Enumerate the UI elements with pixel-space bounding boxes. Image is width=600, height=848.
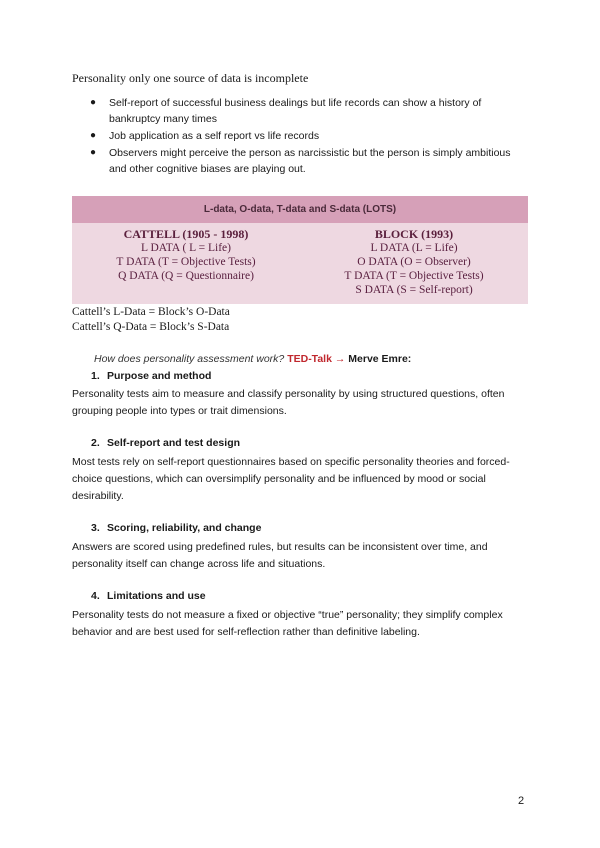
ted-speaker: Merve Emre: xyxy=(348,353,412,365)
section-heading xyxy=(91,370,211,382)
section-body: Answers are scored using predefined rules, but results can be inconsistent over time, and personality itself can change across life and situations. xyxy=(72,541,488,570)
bullet-dot: ● xyxy=(90,97,97,108)
section-number: 4. xyxy=(91,590,100,602)
section-heading xyxy=(91,437,240,449)
bullet-list xyxy=(90,95,520,178)
bullet-dot: ● xyxy=(90,147,97,158)
cattell-line: T DATA (T = Objective Tests) xyxy=(116,256,256,268)
intro-line: Personality only one source of data is incomplete xyxy=(72,71,309,85)
cattell-title: CATTELL (1905 - 1998) xyxy=(123,227,249,241)
section-body: Personality tests do not measure a fixed or objective “true” personality; they simplify complex behavior and are best used for self-reflection rather than definitive labeling. xyxy=(72,609,503,638)
cattell-line: Q DATA (Q = Questionnaire) xyxy=(118,270,254,282)
equivalence-line: Cattell’s Q-Data = Block’s S-Data xyxy=(72,321,230,333)
bullet-item xyxy=(90,95,520,127)
lots-table-body xyxy=(72,223,528,304)
section-heading xyxy=(91,522,261,534)
block-column xyxy=(300,227,528,297)
ted-talk-link[interactable]: TED-Talk xyxy=(287,353,332,365)
section-title: Scoring, reliability, and change xyxy=(107,522,262,534)
section-number: 3. xyxy=(91,522,100,534)
section-body: Personality tests aim to measure and classify personality by using structured questions, often grouping people into types or trait dimensions. xyxy=(72,388,505,417)
bullet-text: Job application as a self report vs life records xyxy=(109,130,320,142)
page-number: 2 xyxy=(518,795,525,807)
section-title: Self-report and test design xyxy=(107,437,241,449)
lots-table xyxy=(72,196,528,304)
section-number: 2. xyxy=(91,437,100,449)
block-line: O DATA (O = Observer) xyxy=(357,256,471,268)
equivalence-line: Cattell’s L-Data = Block’s O-Data xyxy=(72,306,230,318)
section-title: Limitations and use xyxy=(107,590,206,602)
equivalence-lines xyxy=(72,305,230,335)
lots-table-header: L-data, O-data, T-data and S-data (LOTS) xyxy=(72,196,528,223)
ted-question: How does personality assessment work? xyxy=(94,353,285,365)
ted-talk-line xyxy=(94,353,411,365)
bullet-text: Self-report of successful business dealings but life records can show a history of bankruptcy many times xyxy=(109,97,482,125)
cattell-line: L DATA ( L = Life) xyxy=(141,242,231,254)
bullet-item xyxy=(90,145,520,177)
section-title: Purpose and method xyxy=(107,370,212,382)
block-line: S DATA (S = Self-report) xyxy=(355,284,473,296)
arrow-right-icon: → xyxy=(334,353,346,365)
cattell-column xyxy=(72,227,300,283)
section-heading xyxy=(91,590,206,602)
section-number: 1. xyxy=(91,370,100,382)
bullet-text: Observers might perceive the person as narcissistic but the person is simply ambitious and other cognitive biases are playing out. xyxy=(109,147,511,175)
block-title: BLOCK (1993) xyxy=(374,227,454,241)
block-line: T DATA (T = Objective Tests) xyxy=(344,270,484,282)
block-line: L DATA (L = Life) xyxy=(370,242,458,254)
bullet-item xyxy=(90,128,520,144)
section-body: Most tests rely on self-report questionnaires based on specific personality theories and forced-choice questions, which can oversimplify personality and be influenced by mood or social desirability. xyxy=(72,456,510,502)
bullet-dot: ● xyxy=(90,130,97,141)
